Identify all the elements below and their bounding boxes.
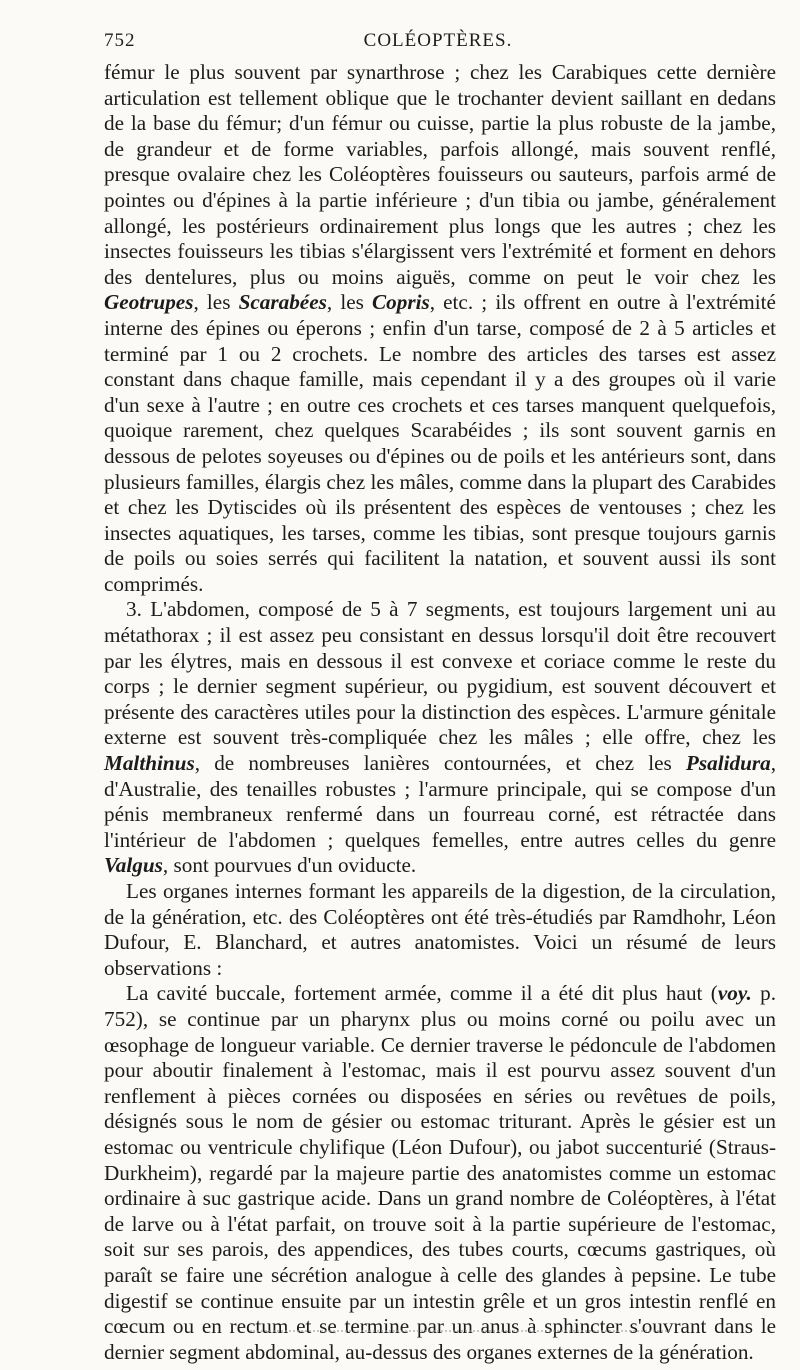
- italic-term: Psalidura: [685, 751, 771, 776]
- italic-term: voy.: [717, 981, 752, 1006]
- text-run: , etc. ; ils offrent en outre à l'extrémité interne des épines ou éperons ; enfin d'un tarse, composé de 2 à 5 articles et terminé par 1 ou 2 crochets. Le nombre des articles des tarses est assez constant dans chaque famille, mais cependant il y a des groupes où il varie d'un sexe à l'autre ; en outre ces crochets et ces tarses manquent quelquefois, quoique rarement, chez quelques Scarabéides ; ils sont souvent garnis en dessous de pelotes soyeuses ou d'épines ou de poils et les antérieurs sont, dans plusieurs familles, élargis chez les mâles, comme dans la plupart des Carabides et chez les Dytiscides où ils présentent des espèces de ventouses ; chez les insectes aquatiques, les tarses, comme les tibias, sont presque toujours garnis de poils ou soies serrés qui facilitent la natation, et souvent aussi ils sont comprimés.: [104, 290, 776, 596]
- italic-term: Geotrupes: [104, 290, 194, 315]
- italic-term: Scarabées: [238, 290, 327, 315]
- text-run: , les: [326, 290, 372, 315]
- running-title: COLÉOPTÈRES.: [363, 30, 513, 51]
- paragraph-p1: [104, 60, 776, 597]
- paragraph-p3: [104, 879, 776, 981]
- text-run: 3. L'abdomen, composé de 5 à 7 segments, est toujours largement uni au métathorax ; il est assez peu consistant en dessus lorsqu'il doit être recouvert par les élytres, mais en dessous il est convexe et coriace comme le reste du corps ; le dernier segment supérieur, ou pygidium, est souvent découvert et présente des caractères utiles pour la distinction des espèces. L'armure génitale externe est souvent très-compliquée chez les mâles ; elle offre, chez les: [104, 597, 776, 750]
- text-run: , de nombreuses lanières contournées, et chez les: [194, 751, 686, 776]
- page-header: [104, 28, 772, 58]
- italic-term: Malthinus: [104, 751, 195, 776]
- italic-term: Valgus: [104, 853, 163, 878]
- text-run: , les: [193, 290, 239, 315]
- text-run: La cavité buccale, fortement armée, comme il a été dit plus haut (: [126, 981, 718, 1006]
- bottom-dotted-line: [250, 1330, 670, 1338]
- text-run: fémur le plus souvent par synarthrose ; chez les Carabiques cette dernière articulation est tellement oblique que le trochanter devient saillant en dedans de la base du fémur; d'un fémur ou cuisse, partie la plus robuste de la jambe, de grandeur et de forme variables, parfois allongé, mais souvent renflé, presque ovalaire chez les Coléoptères fouisseurs ou sauteurs, parfois armé de pointes ou d'épines à la partie inférieure ; d'un tibia ou jambe, généralement allongé, les postérieurs ordinairement plus longs que les autres ; chez les insectes fouisseurs les tibias s'élargissent vers l'extrémité et forment en dehors des dentelures, plus ou moins aiguës, comme on peut le voir chez les: [104, 60, 776, 289]
- page-number: 752: [104, 30, 136, 51]
- body-text: [104, 60, 776, 1365]
- paragraph-p2: [104, 597, 776, 879]
- text-run: p. 752), se continue par un pharynx plus ou moins corné ou poilu avec un œsophage de longueur variable. Ce dernier traverse le pédoncule de l'abdomen pour aboutir finalement à l'estomac, mais il est pourvu assez souvent d'un renflement à pièces cornées ou disposées en séries ou revêtues de poils, désignés sous le nom de gésier ou estomac triturant. Après le gésier est un estomac ou ventricule chylifique (Léon Dufour), ou jabot succenturié (Straus-Durkheim), regardé par la majeure partie des anatomistes comme un estomac ordinaire à suc gastrique acide. Dans un grand nombre de Coléoptères, à l'état de larve ou à l'état parfait, on trouve soit à la partie supérieure de l'estomac, soit sur ses parois, des appendices, des tubes courts, cœcums gastriques, où paraît se faire une sécrétion analogue à celle des glandes à pepsine. Le tube digestif se continue ensuite par un intestin grêle et un gros intestin renflé en cœcum ou en rectum et se termine par un anus à sphincter s'ouvrant dans le dernier segment abdominal, au-dessus des organes externes de la génération.: [104, 981, 776, 1364]
- italic-term: Copris: [372, 290, 430, 315]
- text-run: , d'Australie, des tenailles robustes ; l'armure principale, qui se compose d'un pénis membraneux renfermé dans un fourreau corné, est rétractée dans l'intérieur de l'abdomen ; quelques femelles, entre autres celles du genre: [104, 751, 776, 852]
- paragraph-p4: [104, 981, 776, 1365]
- text-run: Les organes internes formant les appareils de la digestion, de la circulation, de la génération, etc. des Coléoptères ont été très-étudiés par Ramdhohr, Léon Dufour, E. Blanchard, et autres anatomistes. Voici un résumé de leurs observations :: [104, 879, 776, 980]
- text-run: , sont pourvues d'un oviducte.: [162, 853, 417, 878]
